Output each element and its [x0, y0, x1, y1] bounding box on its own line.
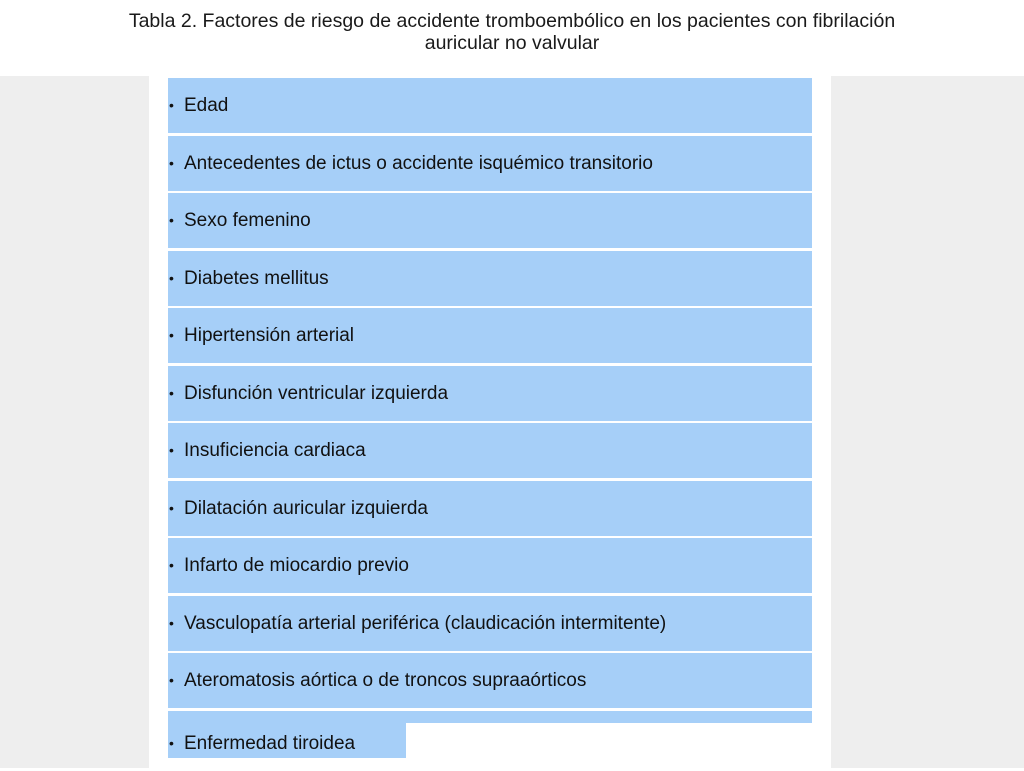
list-item	[168, 653, 812, 708]
table-title	[0, 10, 1024, 54]
risk-factor-label: Disfunción ventricular izquierda	[184, 382, 449, 404]
risk-factor-label: Infarto de miocardio previo	[184, 555, 409, 576]
risk-factor-list	[168, 78, 812, 760]
bullet-icon: •	[169, 672, 174, 688]
bullet-icon: •	[169, 442, 174, 458]
bullet-icon: •	[169, 327, 174, 343]
risk-factor-label: Dilatación auricular izquierda	[184, 497, 428, 519]
bullet-icon: •	[169, 154, 174, 171]
list-item	[168, 711, 812, 758]
risk-factor-label: Vasculopatía arterial periférica (claudicación intermitente)	[184, 612, 667, 634]
list-item	[168, 423, 812, 478]
list-item	[168, 193, 812, 248]
risk-factor-label: Ateromatosis aórtica o de troncos supraaórticos	[184, 670, 587, 691]
bullet-icon: •	[169, 499, 174, 516]
bullet-icon: •	[169, 734, 174, 751]
risk-factor-label: Hipertensión arterial	[184, 325, 355, 346]
bullet-icon: •	[169, 384, 174, 401]
bullet-icon: •	[169, 212, 174, 228]
bullet-icon: •	[169, 614, 174, 631]
list-item	[168, 366, 812, 421]
risk-factor-label: Sexo femenino	[184, 210, 311, 231]
bullet-icon: •	[169, 557, 174, 573]
risk-factor-label: Diabetes mellitus	[184, 267, 329, 289]
list-item	[168, 78, 812, 133]
risk-factor-label: Antecedentes de ictus o accidente isquémico transitorio	[184, 152, 653, 174]
list-item	[168, 251, 812, 306]
risk-factor-label: Enfermedad tiroidea	[184, 732, 356, 754]
list-item	[168, 308, 812, 363]
bullet-icon: •	[169, 97, 174, 113]
list-item	[168, 538, 812, 593]
bullet-icon: •	[169, 269, 174, 286]
table-title-line-1: Tabla 2. Factores de riesgo de accidente tromboembólico en los pacientes con fibrilación	[128, 10, 896, 32]
table-title-line-2: auricular no valvular	[424, 32, 600, 54]
list-item	[168, 136, 812, 191]
list-item	[168, 596, 812, 651]
row-content	[168, 716, 355, 771]
risk-factor-label: Edad	[184, 95, 229, 116]
list-item	[168, 481, 812, 536]
risk-factor-label: Insuficiencia cardiaca	[184, 440, 366, 461]
